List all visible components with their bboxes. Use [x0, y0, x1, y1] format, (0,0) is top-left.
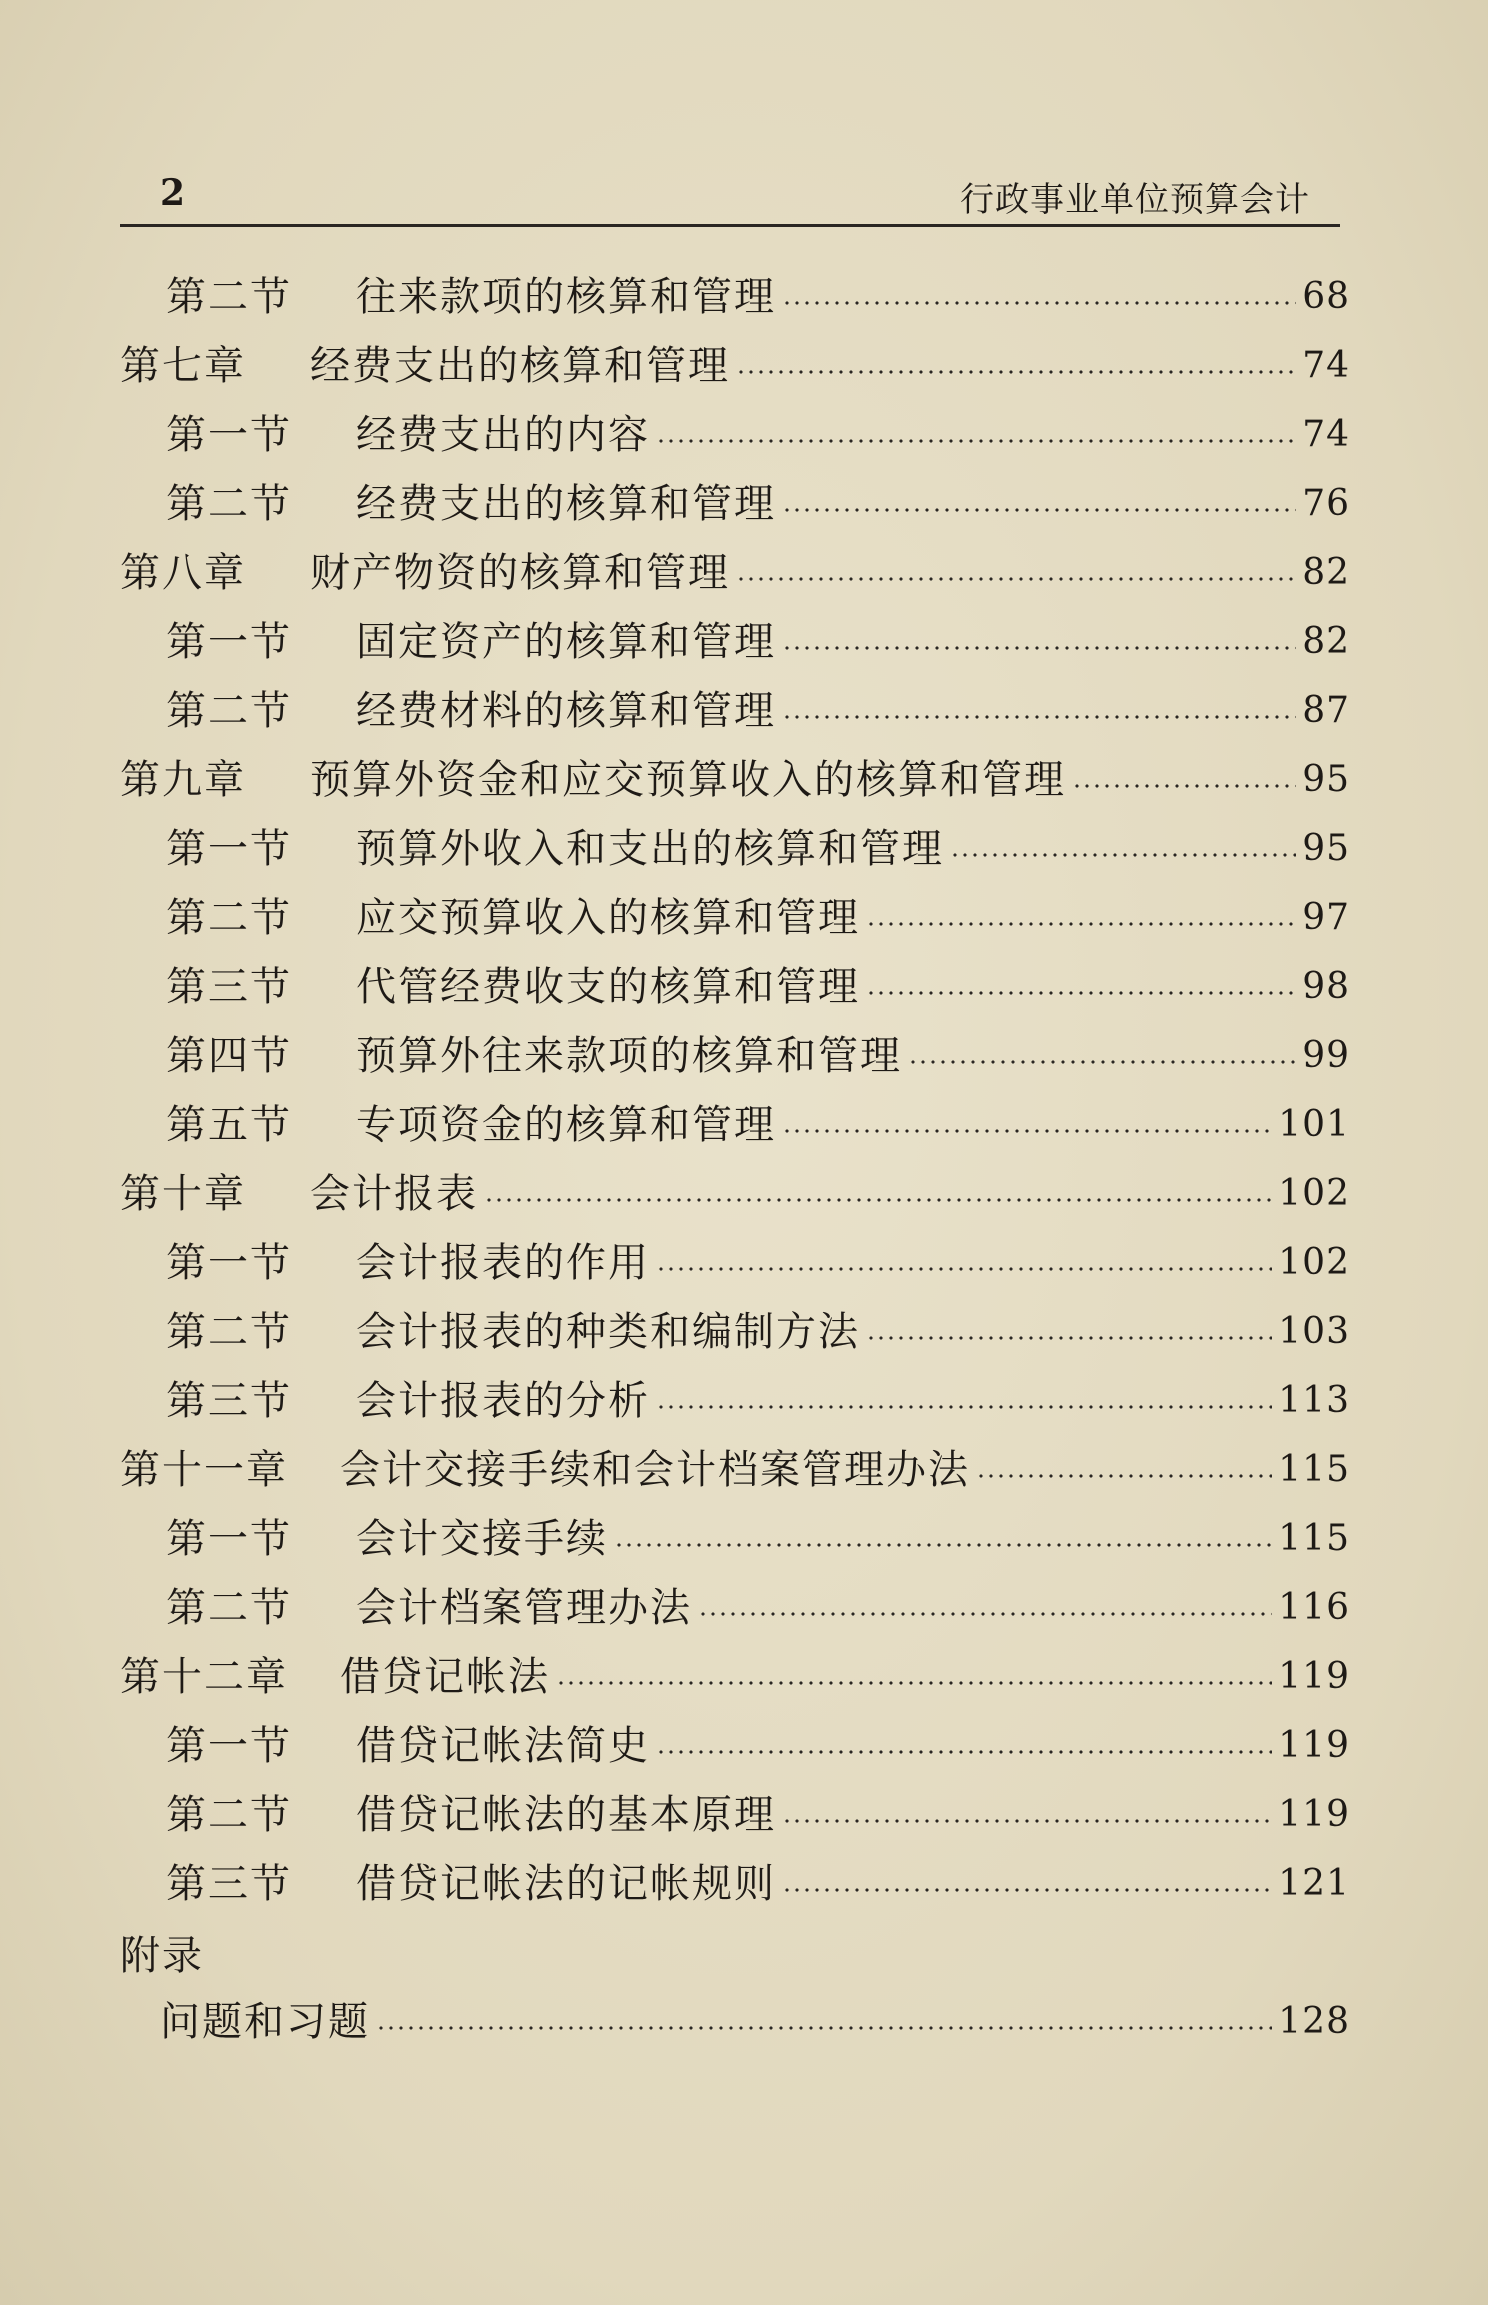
- dot-leader: [376, 2026, 1272, 2030]
- dot-leader: [782, 646, 1296, 650]
- dot-leader: [782, 1819, 1272, 1823]
- toc-chapter-row: [120, 1642, 1350, 1711]
- dot-leader: [656, 1750, 1272, 1754]
- toc-entry-title: 固定资产的核算和管理: [356, 618, 776, 665]
- toc-entry-page: 121: [1278, 1862, 1350, 1904]
- toc-entry-label: 第一节: [166, 618, 292, 665]
- toc-entry-title: 会计交接手续和会计档案管理办法: [340, 1446, 970, 1493]
- toc-entry-page: 103: [1278, 1310, 1350, 1352]
- dot-leader: [782, 1888, 1272, 1892]
- toc-chapter-row: [120, 1159, 1350, 1228]
- toc-entry-title: 会计报表的分析: [356, 1377, 650, 1424]
- toc-entry-page: 82: [1302, 551, 1350, 593]
- toc-entry-label: 第二节: [166, 1791, 292, 1838]
- appendix-heading: 附录: [120, 1933, 204, 1979]
- toc-entry-title: 预算外往来款项的核算和管理: [356, 1032, 902, 1079]
- dot-leader: [656, 439, 1296, 443]
- toc-section-row: [120, 400, 1350, 469]
- running-title: 行政事业单位预算会计: [960, 180, 1310, 220]
- toc-entry-title: 会计交接手续: [356, 1515, 608, 1562]
- dot-leader: [656, 1405, 1272, 1409]
- dot-leader: [908, 1060, 1296, 1064]
- page-number: 2: [160, 172, 186, 214]
- toc-entry-title: 经费支出的内容: [356, 411, 650, 458]
- toc-entry-page: 87: [1302, 689, 1350, 731]
- toc-entry-page: 115: [1278, 1517, 1350, 1559]
- toc-entry-label: 第十二章: [120, 1653, 288, 1700]
- toc-entry-label: 第二节: [166, 1308, 292, 1355]
- toc-chapter-row: [120, 1435, 1350, 1504]
- dot-leader: [484, 1198, 1272, 1202]
- toc-entry-label: 第二节: [166, 894, 292, 941]
- toc-entry-label: 第二节: [166, 480, 292, 527]
- toc-entry-label: 第三节: [166, 1860, 292, 1907]
- toc-entry-page: 98: [1302, 965, 1350, 1007]
- dot-leader: [976, 1474, 1272, 1478]
- toc-entry-page: 76: [1302, 482, 1350, 524]
- toc-entry-title: 借贷记帐法的基本原理: [356, 1791, 776, 1838]
- toc-entry-label: 第八章: [120, 549, 246, 596]
- toc-entry-label: 第四节: [166, 1032, 292, 1079]
- toc-entry-title: 财产物资的核算和管理: [310, 549, 730, 596]
- toc-entry-title: 会计报表的种类和编制方法: [356, 1308, 860, 1355]
- toc-entry-title: 预算外收入和支出的核算和管理: [356, 825, 944, 872]
- toc-entry-label: 第九章: [120, 756, 246, 803]
- dot-leader: [782, 1129, 1272, 1133]
- table-of-contents: [120, 262, 1350, 2056]
- toc-entry-page: 116: [1278, 1586, 1350, 1628]
- toc-entry-label: 第五节: [166, 1101, 292, 1148]
- toc-entry-title: 经费支出的核算和管理: [356, 480, 776, 527]
- toc-entry-label: 第三节: [166, 1377, 292, 1424]
- toc-section-row: [120, 676, 1350, 745]
- page-header: [120, 168, 1340, 227]
- dot-leader: [866, 922, 1296, 926]
- toc-section-row: [120, 1573, 1350, 1642]
- toc-entry-title: 会计报表的作用: [356, 1239, 650, 1286]
- toc-entry-page: 95: [1302, 827, 1350, 869]
- toc-section-row: [120, 607, 1350, 676]
- toc-entry-label: 第十章: [120, 1170, 246, 1217]
- toc-section-row: [120, 1366, 1350, 1435]
- toc-entry-title: 经费支出的核算和管理: [310, 342, 730, 389]
- toc-section-row: [120, 883, 1350, 952]
- toc-entry-label: 第一节: [166, 1515, 292, 1562]
- dot-leader: [736, 577, 1296, 581]
- toc-entry-page: 102: [1278, 1241, 1350, 1283]
- toc-entry-page: 74: [1302, 413, 1350, 455]
- toc-chapter-row: [120, 331, 1350, 400]
- toc-entry-page: 102: [1278, 1172, 1350, 1214]
- toc-entry-page: 119: [1278, 1793, 1350, 1835]
- toc-chapter-row: [120, 745, 1350, 814]
- toc-section-row: [120, 814, 1350, 883]
- toc-entry-page: 101: [1278, 1103, 1350, 1145]
- toc-section-row: [120, 1021, 1350, 1090]
- dot-leader: [698, 1612, 1272, 1616]
- toc-entry-title: 预算外资金和应交预算收入的核算和管理: [310, 756, 1066, 803]
- toc-entry-label: 第二节: [166, 1584, 292, 1631]
- toc-section-row: [120, 1090, 1350, 1159]
- toc-section-row: [120, 1849, 1350, 1918]
- toc-chapter-row: [120, 538, 1350, 607]
- toc-entry-label: 第二节: [166, 273, 292, 320]
- toc-entry-label: 第七章: [120, 342, 246, 389]
- toc-entry-page: 119: [1278, 1655, 1350, 1697]
- dot-leader: [1072, 784, 1296, 788]
- toc-entry-page: 97: [1302, 896, 1350, 938]
- toc-entry-page: 99: [1302, 1034, 1350, 1076]
- toc-section-row: [120, 469, 1350, 538]
- dot-leader: [950, 853, 1296, 857]
- toc-entry-title: 会计报表: [310, 1170, 478, 1217]
- dot-leader: [866, 1336, 1272, 1340]
- dot-leader: [782, 715, 1296, 719]
- toc-section-row: [120, 1228, 1350, 1297]
- dot-leader: [866, 991, 1296, 995]
- toc-section-row: [120, 262, 1350, 331]
- toc-section-row: [120, 1297, 1350, 1366]
- toc-entry-label: 第一节: [166, 1722, 292, 1769]
- toc-entry-page: 128: [1278, 2000, 1350, 2042]
- dot-leader: [614, 1543, 1272, 1547]
- toc-section-row: [120, 1780, 1350, 1849]
- dot-leader: [782, 301, 1296, 305]
- toc-entry-label: 第三节: [166, 963, 292, 1010]
- toc-entry-page: 68: [1302, 275, 1350, 317]
- toc-section-row: [120, 1504, 1350, 1573]
- toc-entry-title: 会计档案管理办法: [356, 1584, 692, 1631]
- toc-entry-label: 第一节: [166, 1239, 292, 1286]
- toc-entry-label: 第十一章: [120, 1446, 288, 1493]
- toc-section-row: [120, 952, 1350, 1021]
- toc-entry-page: 113: [1278, 1379, 1350, 1421]
- toc-entry-title: 借贷记帐法: [340, 1653, 550, 1700]
- toc-section-row: [120, 1711, 1350, 1780]
- toc-entry-page: 119: [1278, 1724, 1350, 1766]
- toc-entry-title: 往来款项的核算和管理: [356, 273, 776, 320]
- toc-entry-page: 74: [1302, 344, 1350, 386]
- toc-entry-title: 经费材料的核算和管理: [356, 687, 776, 734]
- toc-entry-title: 应交预算收入的核算和管理: [356, 894, 860, 941]
- toc-entry-page: 95: [1302, 758, 1350, 800]
- toc-entry-title: 借贷记帐法简史: [356, 1722, 650, 1769]
- dot-leader: [736, 370, 1296, 374]
- toc-entry-page: 82: [1302, 620, 1350, 662]
- toc-entry-label: 第一节: [166, 411, 292, 458]
- toc-entry-title: 问题和习题: [160, 1998, 370, 2045]
- toc-entry-title: 借贷记帐法的记帐规则: [356, 1860, 776, 1907]
- toc-entry-label: 第一节: [166, 825, 292, 872]
- toc-entry-title: 代管经费收支的核算和管理: [356, 963, 860, 1010]
- dot-leader: [782, 508, 1296, 512]
- toc-entry-page: 115: [1278, 1448, 1350, 1490]
- toc-entry-label: 第二节: [166, 687, 292, 734]
- toc-entry-title: 专项资金的核算和管理: [356, 1101, 776, 1148]
- dot-leader: [556, 1681, 1272, 1685]
- toc-appendix-row: [120, 1987, 1350, 2056]
- dot-leader: [656, 1267, 1272, 1271]
